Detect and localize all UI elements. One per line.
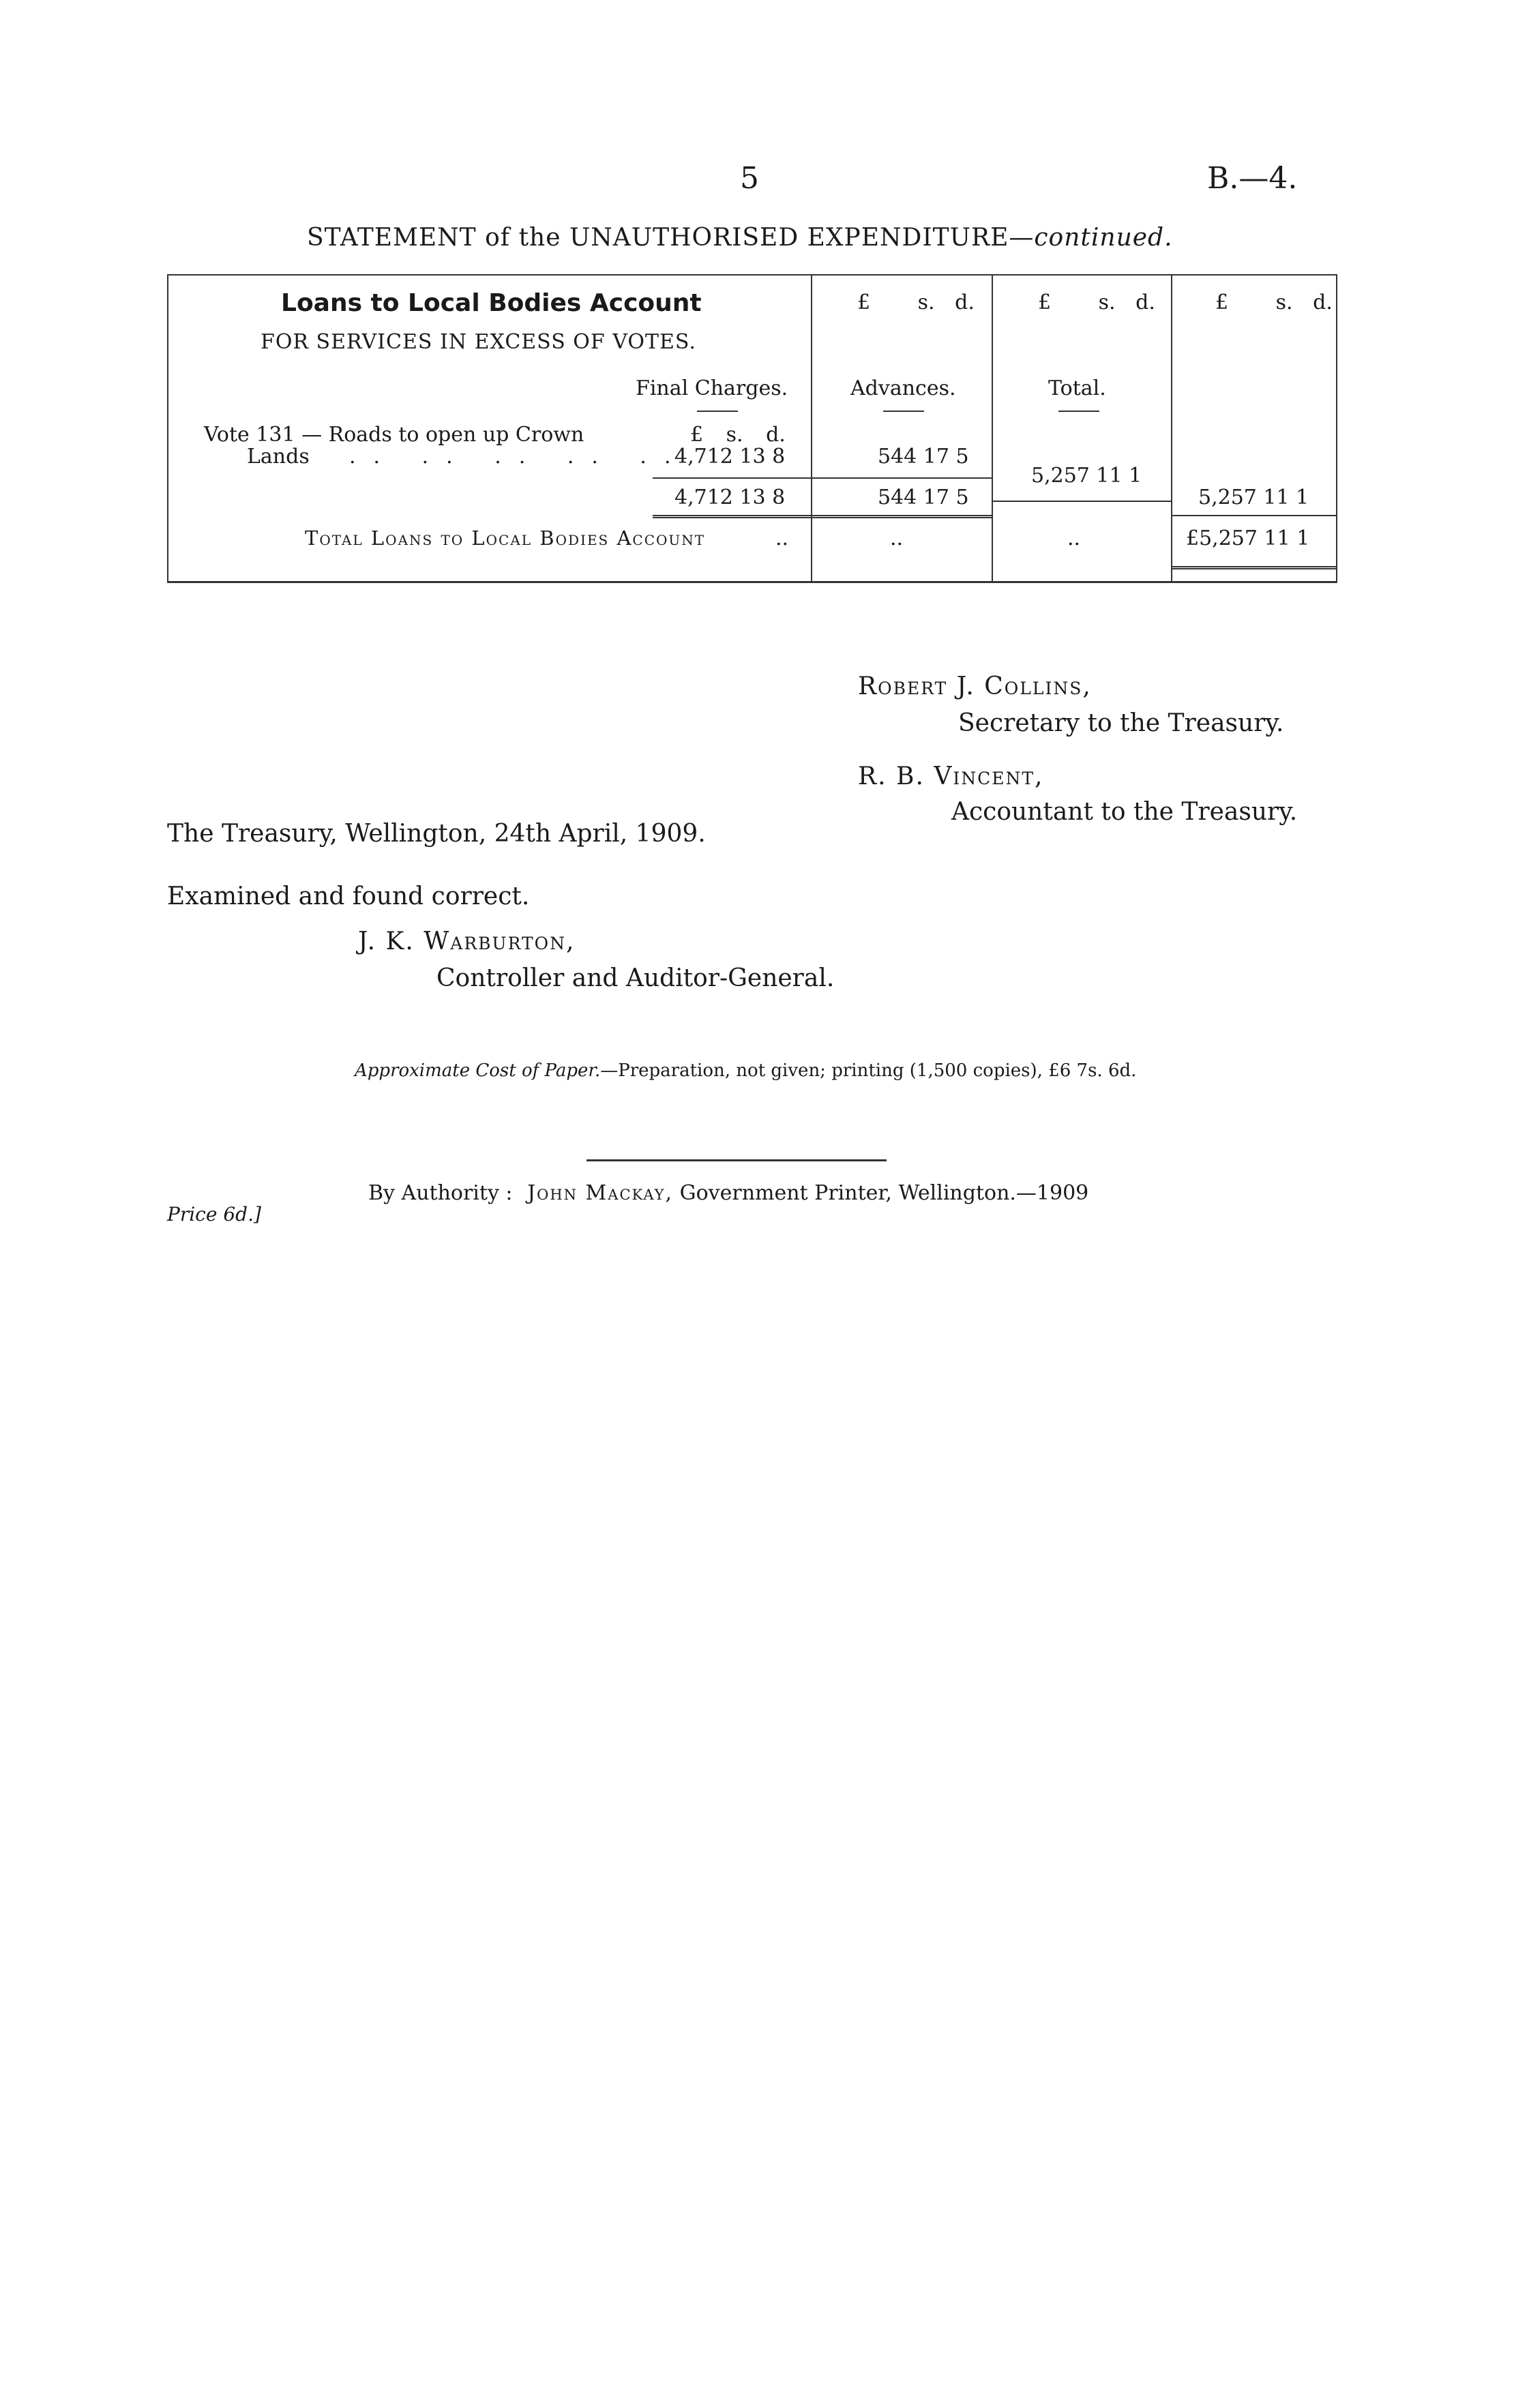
currency-shillings: s. [917,291,935,314]
vote-total: 5,257 11 1 [1031,464,1142,488]
row-rule [1171,515,1336,516]
currency-pounds: £ [857,291,871,314]
vote-row-label-line2: Lands [247,445,310,469]
imprint-printer: John Mackay, [527,1181,674,1205]
currency-shillings: s. [1275,291,1293,314]
examined-statement: Examined and found correct. [167,882,530,910]
imprint-suffix: Government Printer, Wellington.—1909 [679,1181,1089,1205]
currency-shillings: s. [1098,291,1116,314]
signatory-collins-title: Secretary to the Treasury. [958,709,1284,737]
double-rule [1171,566,1336,569]
double-rule [653,515,992,518]
currency-pence: d. [955,291,975,314]
subtotal-final-charges: 4,712 13 8 [674,486,786,509]
advances-currency-header [857,291,987,314]
section-subheading: FOR SERVICES IN EXCESS OF VOTES. [261,330,696,354]
subtotal-advances: 544 17 5 [878,486,969,509]
page-number: 5 [740,161,759,196]
column-divider [992,274,993,581]
signatory-vincent-title: Accountant to the Treasury. [951,798,1298,826]
row-rule [992,501,1171,502]
column-label-rule [697,411,738,412]
column-divider [1171,274,1172,581]
column-label-rule [883,411,924,412]
total-row-label: Total Loans to Local Bodies Account [305,526,706,550]
total-row-grand: £5,257 11 1 [1186,526,1310,550]
imprint-rule [587,1159,887,1161]
statement-title-suffix: —continued. [1009,224,1173,252]
leader-dots: .. .. .. .. .. [349,445,689,469]
expenditure-table [167,274,1337,583]
cost-note-label: Approximate Cost of Paper. [355,1060,601,1081]
final-charges-units: £ s. d. [690,423,786,447]
currency-pence: d. [1313,291,1333,314]
vote-final-charges: 4,712 13 8 [674,445,786,469]
total-column-label: Total. [1048,376,1106,400]
column-label-rule [1058,411,1099,412]
imprint-prefix: By Authority : [368,1181,513,1205]
statement-title [307,224,1173,252]
subtotal-grand: 5,257 11 1 [1198,486,1309,509]
auditor-title: Controller and Auditor-General. [436,964,835,992]
currency-pence: d. [1136,291,1155,314]
document-reference: B.—4. [1207,161,1298,196]
final-charges-column-label: Final Charges. [636,376,788,400]
signatory-vincent-name: R. B. Vincent, [858,762,1044,790]
row-rule [653,477,811,479]
advances-column-label: Advances. [850,376,956,400]
imprint [368,1181,1088,1205]
section-heading: Loans to Local Bodies Account [281,289,702,317]
row-rule [811,477,992,479]
vote-advances: 544 17 5 [878,445,969,469]
total-row-advances: .. [890,526,904,550]
cost-note [355,1060,1136,1081]
currency-pounds: £ [1215,291,1229,314]
total-currency-header [1038,291,1168,314]
grand-currency-header [1215,291,1345,314]
total-row-leader-dots: .. [775,526,789,550]
cost-note-text: —Preparation, not given; printing (1,500 copies), £6 7s. 6d. [600,1060,1137,1081]
column-divider [811,274,812,581]
currency-pounds: £ [1038,291,1052,314]
statement-title-main: STATEMENT of the UNAUTHORISED EXPENDITURE [307,224,1009,252]
auditor-name: J. K. Warburton, [358,927,576,955]
total-row-total: .. [1067,526,1081,550]
vote-row-label-line1: Vote 131 — Roads to open up Crown [204,423,584,447]
signatory-collins-name: Robert J. Collins, [858,672,1092,700]
dateline: The Treasury, Wellington, 24th April, 1909. [167,820,706,848]
price: Price 6d.] [167,1203,261,1225]
